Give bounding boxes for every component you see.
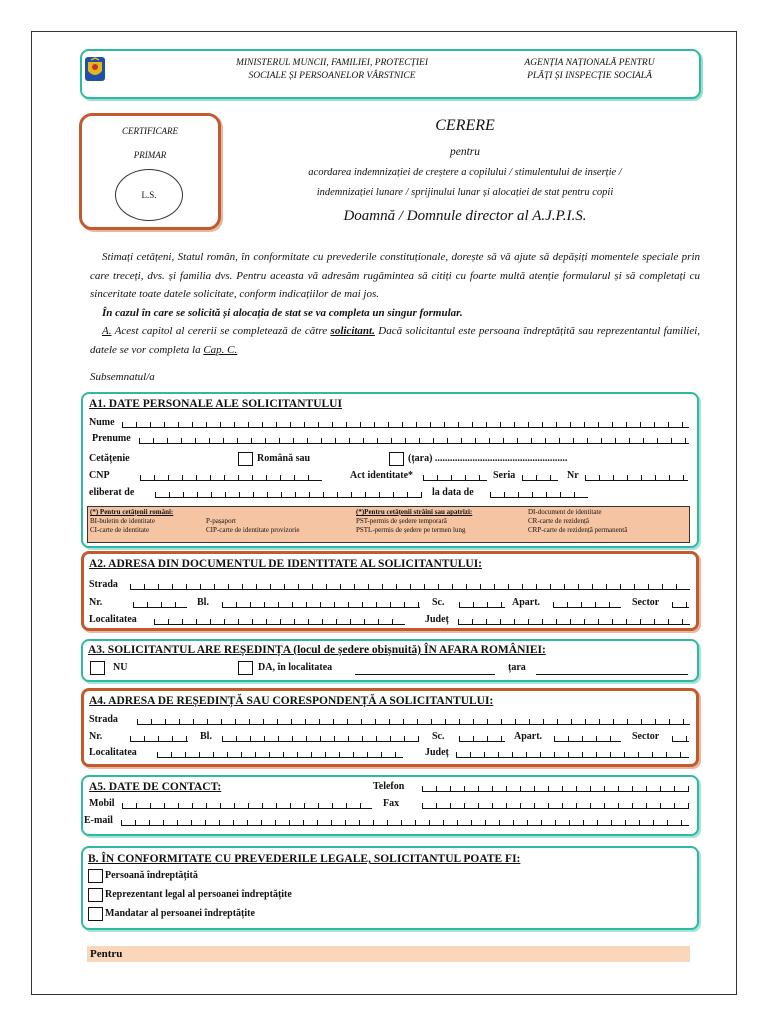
label-nr: Nr. [89, 731, 103, 742]
romanian-legend-heading: (*) Pentru cetățenii români: [90, 508, 174, 516]
cnp-field[interactable] [140, 475, 322, 481]
a2-nr-field[interactable] [133, 602, 187, 608]
section-a1-heading: A1. DATE PERSONALE ALE SOLICITANTULUI [89, 398, 342, 410]
ministry-line-2: SOCIALE ȘI PERSOANELOR VÂRSTNICE [248, 71, 416, 81]
label-judet: Județ [425, 614, 449, 625]
agency-name [482, 57, 697, 83]
label-persoana-indreptatita: Persoană îndreptățită [105, 870, 198, 881]
a3-da-checkbox[interactable] [238, 661, 253, 675]
section-b-heading: B. ÎN CONFORMITATE CU PREVEDERILE LEGALE, SOLICITANTUL POATE FI: [88, 853, 521, 865]
data-eliberare-field[interactable] [490, 492, 588, 498]
agency-line-2: PLĂȚI ȘI INSPECȚIE SOCIALĂ [527, 71, 652, 81]
title-sub-1: pentru [449, 146, 481, 158]
a4-judet-field[interactable] [456, 752, 689, 758]
legend-ci: CI-carte de identitate [90, 526, 150, 534]
label-nr: Nr [567, 470, 579, 481]
label-nr: Nr. [89, 597, 103, 608]
certification-label: CERTIFICARE [122, 126, 178, 136]
id-document-legend [87, 506, 690, 543]
a4-nr-field[interactable] [130, 736, 188, 742]
a4-strada-field[interactable] [137, 719, 690, 725]
label-reprezentant-legal: Reprezentant legal al persoanei îndreptățite [105, 889, 292, 900]
label-eliberat-de: eliberat de [89, 487, 135, 498]
label-bl: Bl. [197, 597, 209, 608]
label-sc: Sc. [432, 597, 445, 608]
nr-act-field[interactable] [585, 475, 688, 481]
seria-field[interactable] [522, 475, 558, 481]
mandatar-checkbox[interactable] [88, 907, 103, 921]
a4-bl-field[interactable] [222, 736, 419, 742]
label-sector: Sector [632, 731, 660, 742]
foreign-legend [356, 508, 472, 535]
label-nume: Nume [89, 417, 115, 428]
label-tara-a3: țara [508, 662, 526, 673]
chapter-a-text-2: Dacă solicitantul este persoana îndreptățită sau reprezentantul familiei, datele se vor completa la [90, 325, 701, 356]
label-fax: Fax [383, 798, 400, 809]
label-prenume: Prenume [92, 433, 131, 444]
a4-sc-field[interactable] [459, 736, 505, 742]
label-telefon: Telefon [373, 781, 405, 792]
nume-field[interactable] [122, 422, 689, 428]
label-strada: Strada [89, 579, 118, 590]
form-title: CERERE [435, 117, 495, 134]
legend-p: P-pașaport [206, 517, 236, 525]
mayor-label: PRIMAR [133, 150, 167, 160]
a2-judet-field[interactable] [458, 619, 690, 625]
label-apart: Apart. [514, 731, 543, 742]
section-a3-residence-abroad [81, 639, 699, 682]
romana-checkbox[interactable] [238, 452, 253, 466]
cap-c-link: Cap. C. [203, 343, 238, 356]
coat-of-arms-icon [84, 56, 106, 82]
a2-localitatea-field[interactable] [154, 619, 405, 625]
label-strada: Strada [89, 714, 118, 725]
label-tara: (țara) ..................................................... [408, 453, 568, 464]
a3-nu-checkbox[interactable] [90, 661, 105, 675]
section-a5-heading: A5. DATE DE CONTACT: [89, 781, 222, 793]
label-nu: NU [113, 662, 128, 673]
romanian-legend [90, 508, 173, 535]
ministry-name [182, 57, 482, 83]
label-romana: Română sau [257, 453, 311, 464]
seal-circle: L.S. [115, 169, 183, 221]
label-cnp: CNP [89, 470, 110, 481]
legend-crp: CRP-carte de rezidență permanentă [528, 526, 628, 534]
foreign-legend-2 [528, 508, 627, 535]
a4-apart-field[interactable] [554, 736, 621, 742]
romanian-legend-2 [206, 517, 300, 535]
label-bl: Bl. [200, 731, 212, 742]
label-localitatea: Localitatea [89, 747, 137, 758]
section-a4-heading: A4. ADRESA DE REȘEDINȚĂ SAU CORESPONDENȚĂ A SOLICITANTULUI: [89, 695, 494, 707]
label-da-localitatea: DA, în localitatea [258, 662, 333, 673]
intro-paragraph: Stimați cetățeni, Statul român, în conformitate cu prevederile constituționale, dorește să vă ajute să depășiți momentele speciale prin care treceți, dvs. și familia dvs. Pentru aceasta vă adresăm rugămintea să citiți cu foarte multă atenție formularul și să completați cu sinceritate toate datele solicitate, conform indicațiilor de mai jos. [90, 251, 700, 300]
single-form-note: În cazul în care se solicită și alocația de stat se va completa un singur formular. [102, 306, 463, 319]
header-banner [80, 49, 701, 99]
foreign-legend-heading: (*)Pentru cetățenii străini sau apatrizi: [356, 508, 473, 516]
label-email: E-mail [84, 815, 113, 826]
mayor-certification-box [79, 113, 221, 230]
legend-cip: CIP-carte de identitate provizorie [206, 526, 300, 534]
act-identitate-field[interactable] [423, 475, 487, 481]
a4-sector-field[interactable] [672, 736, 689, 742]
legend-pstl: PSTL-permis de ședere pe termen lung [356, 526, 466, 534]
eliberat-de-field[interactable] [155, 492, 422, 498]
a2-apart-field[interactable] [553, 602, 621, 608]
pentru-bar: Pentru [87, 946, 690, 962]
persoana-indreptatita-checkbox[interactable] [88, 869, 103, 883]
telefon-field[interactable] [422, 786, 689, 792]
a2-sector-field[interactable] [672, 602, 689, 608]
label-apart: Apart. [512, 597, 541, 608]
chapter-a-text-1: Acest capitol al cererii se completează de către [114, 325, 328, 337]
intro-text [90, 248, 700, 359]
a2-bl-field[interactable] [222, 602, 420, 608]
a3-localitatea-field[interactable] [355, 674, 495, 675]
fax-field[interactable] [422, 803, 689, 809]
label-sc: Sc. [432, 731, 445, 742]
a2-strada-field[interactable] [130, 584, 690, 590]
title-sub-3: indemnizației lunare / sprijinului lunar și alocației de stat pentru copii [316, 187, 614, 198]
label-mandatar: Mandatar al persoanei îndreptățite [105, 908, 255, 919]
section-a3-heading: A3. SOLICITANTUL ARE REȘEDINȚA (locul de ședere obișnuită) ÎN AFARA ROMÂNIEI: [88, 644, 546, 656]
solicitant-word: solicitant. [330, 325, 375, 337]
a2-sc-field[interactable] [459, 602, 505, 608]
reprezentant-legal-checkbox[interactable] [88, 888, 103, 902]
chapter-a-label: A. [102, 325, 112, 337]
label-sector: Sector [632, 597, 660, 608]
label-localitatea: Localitatea [89, 614, 137, 625]
label-act-identitate: Act identitate* [350, 470, 414, 481]
title-sub-2: acordarea indemnizației de creștere a copilului / stimulentului de inserție / [308, 167, 622, 178]
legend-cr: CR-carte de rezidență [528, 517, 590, 525]
undersigned-label: Subsemnatul/a [90, 371, 155, 383]
a3-tara-field[interactable] [536, 674, 688, 675]
legend-di: DI-document de identitate [528, 508, 602, 516]
label-la-data-de: la data de [432, 487, 474, 498]
label-seria: Seria [493, 470, 516, 481]
prenume-field[interactable] [139, 438, 689, 444]
mobil-field[interactable] [122, 803, 372, 809]
label-cetatenie: Cetățenie [89, 453, 130, 464]
email-field[interactable] [121, 820, 689, 826]
legend-pst: PST-permis de ședere temporară [356, 517, 447, 525]
salutation: Doamnă / Domnule director al A.J.P.I.S. [343, 208, 587, 224]
chapter-a-note [90, 322, 700, 359]
a4-localitatea-field[interactable] [157, 752, 403, 758]
ministry-line-1: MINISTERUL MUNCII, FAMILIEI, PROTECȚIEI [235, 58, 428, 68]
section-a2-heading: A2. ADRESA DIN DOCUMENTUL DE IDENTITATE AL SOLICITANTULUI: [89, 558, 482, 570]
legend-bi: BI-buletin de identitate [90, 517, 155, 525]
tara-checkbox[interactable] [389, 452, 404, 466]
label-judet: Județ [425, 747, 449, 758]
agency-line-1: AGENȚIA NAȚIONALĂ PENTRU [524, 58, 655, 68]
label-mobil: Mobil [89, 798, 115, 809]
